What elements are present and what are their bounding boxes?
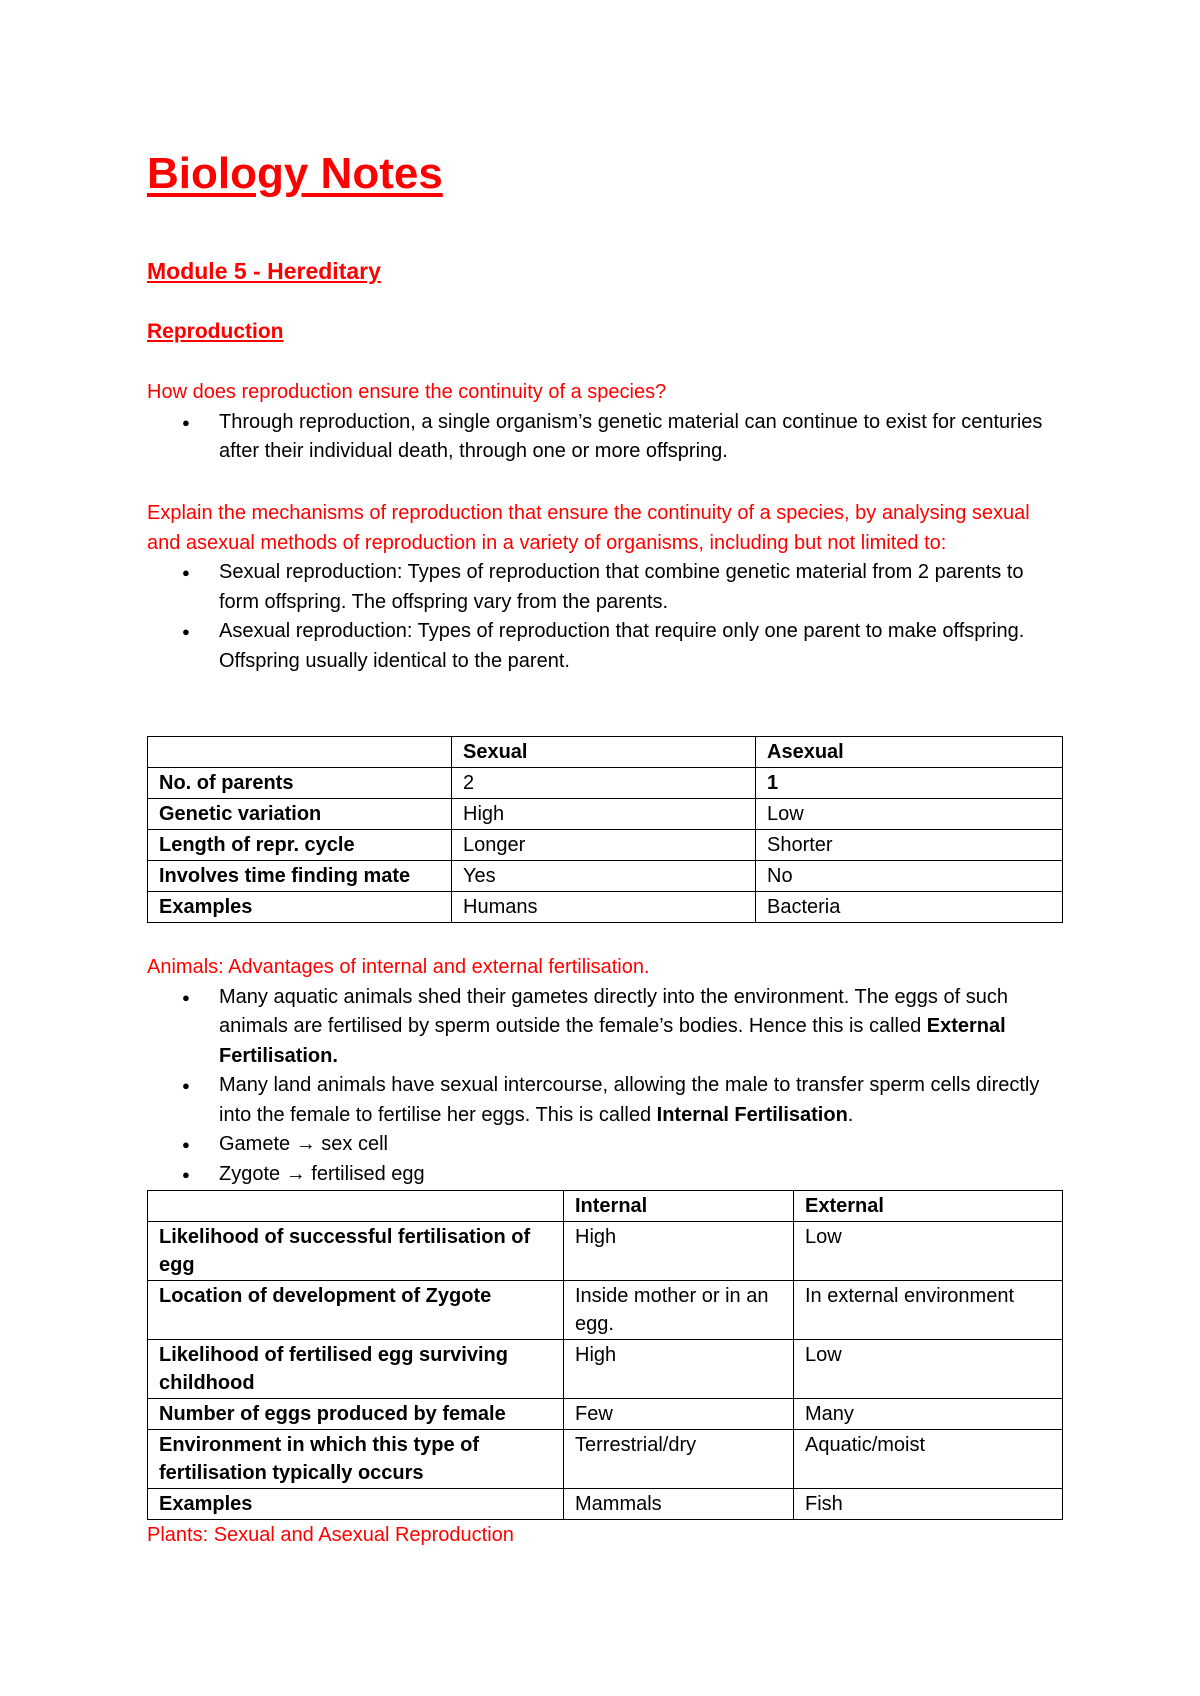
table-cell: Low (794, 1340, 1063, 1399)
bullet-text: . (847, 1103, 854, 1126)
internal-external-table (147, 1190, 1063, 1520)
table-header-cell: External (794, 1191, 1063, 1222)
table-row-label: Involves time finding mate (148, 861, 452, 892)
table-cell: No (756, 861, 1063, 892)
table-row-label: Likelihood of successful fertilisation of egg (148, 1222, 564, 1281)
table-cell: Low (794, 1222, 1063, 1281)
bullet-item: ● Sexual reproduction: Types of reproduction that combine genetic material from 2 parents to form offspring. The offspring vary from the parents. (219, 558, 1062, 617)
table-cell: In external environment (794, 1281, 1063, 1340)
question-continuity: How does reproduction ensure the continuity of a species? (147, 381, 667, 403)
table-cell: 2 (452, 768, 756, 799)
table-cell: Aquatic/moist (794, 1430, 1063, 1489)
table-row-label: Examples (148, 1489, 564, 1520)
bullet-item (219, 1071, 1062, 1130)
table-cell: High (452, 799, 756, 830)
bullet-list (147, 408, 1062, 467)
table-cell: High (564, 1222, 794, 1281)
table-row-label: Genetic variation (148, 799, 452, 830)
section-heading-reproduction: Reproduction (147, 320, 284, 343)
table-row (148, 1340, 1063, 1399)
table-row (148, 1222, 1063, 1281)
bullet-item: ● Through reproduction, a single organism’s genetic material can continue to exist for centuries after their individual death, through one or more offspring. (219, 408, 1062, 467)
table-row-label: No. of parents (148, 768, 452, 799)
bullet-text: Many aquatic animals shed their gametes directly into the environment. The eggs of such animals are fertilised by sperm outside the female’s bodies. Hence this is called (219, 985, 1008, 1037)
table-cell: Many (794, 1399, 1063, 1430)
table-cell: Yes (452, 861, 756, 892)
table-header-cell: Sexual (452, 737, 756, 768)
table-cell: Humans (452, 892, 756, 923)
table-row (148, 1399, 1063, 1430)
table-row (148, 799, 1063, 830)
document-title: Biology Notes (147, 149, 443, 198)
table-header-cell (148, 1191, 564, 1222)
table-cell: Shorter (756, 830, 1063, 861)
arrow-right-icon: → (285, 1162, 306, 1185)
table-header-cell: Asexual (756, 737, 1063, 768)
table-cell: Inside mother or in an egg. (564, 1281, 794, 1340)
bold-term: External Fertilisation. (219, 1015, 1006, 1067)
table-cell: High (564, 1340, 794, 1399)
question-continuity-block (147, 378, 1062, 467)
table-row-label: Examples (148, 892, 452, 923)
table-row (148, 1281, 1063, 1340)
question-fertilisation: Animals: Advantages of internal and external fertilisation. (147, 956, 650, 978)
module-heading: Module 5 - Hereditary (147, 258, 381, 284)
question-fertilisation-block (147, 953, 1062, 1189)
table-row-label: Number of eggs produced by female (148, 1399, 564, 1430)
table-row (148, 1430, 1063, 1489)
table-row-label: Likelihood of fertilised egg surviving childhood (148, 1340, 564, 1399)
definition-gamete: sex cell (321, 1133, 388, 1155)
bullet-item (219, 983, 1062, 1072)
table-header-row (148, 737, 1063, 768)
term-gamete: Gamete (219, 1133, 291, 1155)
table-cell: Mammals (564, 1489, 794, 1520)
bullet-item (219, 1160, 1062, 1190)
table-row-label: Environment in which this type of fertilisation typically occurs (148, 1430, 564, 1489)
bullet-list (147, 558, 1062, 676)
bullet-item (219, 1130, 1062, 1160)
table-row-label: Length of repr. cycle (148, 830, 452, 861)
table-cell: 1 (756, 768, 1063, 799)
table-header-row (148, 1191, 1063, 1222)
bullet-text: Many land animals have sexual intercourse, allowing the male to transfer sperm cells directly into the female to fertilise her eggs. This is called (219, 1074, 1040, 1126)
document-page (147, 0, 1062, 1696)
table-header-cell: Internal (564, 1191, 794, 1222)
definition-zygote: fertilised egg (311, 1162, 425, 1185)
table-cell: Longer (452, 830, 756, 861)
table-cell: Low (756, 799, 1063, 830)
plants-heading: Plants: Sexual and Asexual Reproduction (147, 1524, 514, 1546)
table-row-label: Location of development of Zygote (148, 1281, 564, 1340)
sexual-asexual-table (147, 736, 1063, 923)
bullet-item: ● Asexual reproduction: Types of reproduction that require only one parent to make offspring. Offspring usually identical to the parent. (219, 617, 1062, 676)
question-mechanisms: Explain the mechanisms of reproduction that ensure the continuity of a species, by analysing sexual and asexual methods of reproduction in a variety of organisms, including but not limited to: (147, 502, 1030, 554)
table-row (148, 1489, 1063, 1520)
table-row (148, 830, 1063, 861)
table-row (148, 892, 1063, 923)
arrow-right-icon: → (295, 1133, 316, 1155)
table-cell: Fish (794, 1489, 1063, 1520)
table-row (148, 768, 1063, 799)
table-cell: Few (564, 1399, 794, 1430)
bold-term: Internal Fertilisation (656, 1103, 848, 1126)
table-row (148, 861, 1063, 892)
term-zygote: Zygote (219, 1162, 281, 1185)
table-cell: Terrestrial/dry (564, 1430, 794, 1489)
table-cell: Bacteria (756, 892, 1063, 923)
table-header-cell (148, 737, 452, 768)
bullet-list (147, 983, 1062, 1190)
question-mechanisms-block (147, 499, 1062, 676)
